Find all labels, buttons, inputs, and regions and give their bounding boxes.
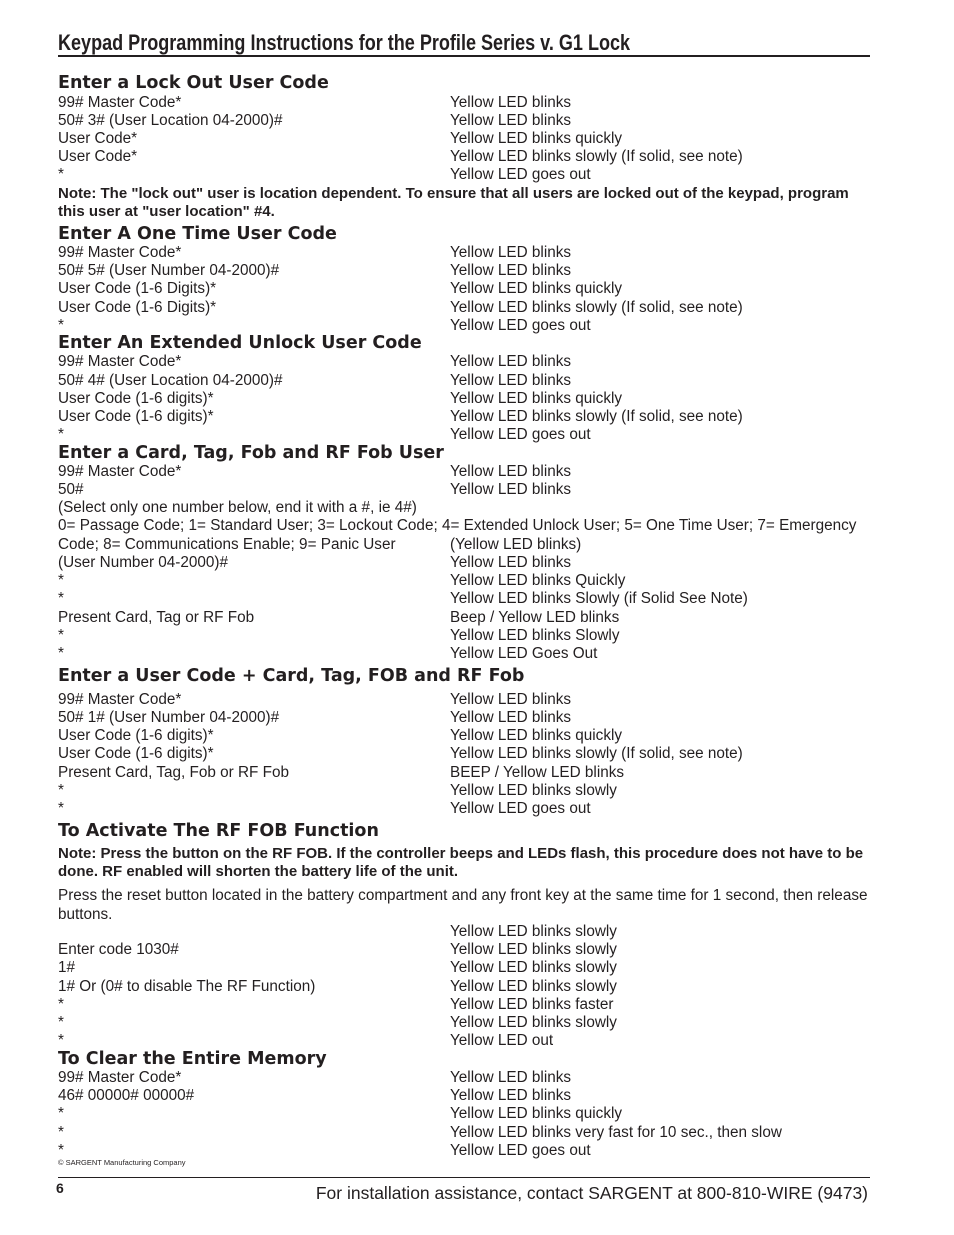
step-instruction: User Code (1-6 digits)* — [58, 745, 214, 762]
step-result: Yellow LED goes out — [450, 317, 591, 334]
step-instruction: * — [58, 166, 64, 183]
step-result: Yellow LED blinks — [450, 372, 572, 389]
step-instruction: * — [58, 572, 64, 589]
step-result: Yellow LED blinks slowly — [450, 782, 617, 799]
step-instruction: User Code (1-6 digits)* — [58, 390, 214, 407]
step-instruction: 1# — [58, 959, 76, 976]
step-instruction: * — [58, 800, 64, 817]
rf-fob-note: Note: Press the button on the RF FOB. If the controller beeps and LEDs flash, this procedure does not have to be done. RF enabled will shorten the battery life of the unit. — [58, 845, 864, 880]
step-instruction: 1# Or (0# to disable The RF Function) — [58, 978, 316, 995]
step-instruction: 99# Master Code* — [58, 244, 182, 261]
step-instruction: 46# 00000# 00000# — [58, 1087, 195, 1104]
step-result: Yellow LED blinks very fast for 10 sec., then slow — [450, 1124, 782, 1141]
step-instruction: User Code (1-6 digits)* — [58, 727, 214, 744]
step-instruction: * — [58, 317, 64, 334]
step-result: Yellow LED blinks slowly — [450, 1014, 617, 1031]
step-instruction: * — [58, 1105, 64, 1122]
step-result: Yellow LED blinks slowly (If solid, see note) — [450, 408, 743, 425]
step-result: Beep / Yellow LED blinks — [450, 609, 620, 626]
section-heading-card-tag-fob: Enter a Card, Tag, Fob and RF Fob User — [58, 443, 444, 463]
step-result: (Yellow LED blinks) — [450, 536, 582, 553]
step-instruction: User Code* — [58, 130, 138, 147]
step-instruction: 99# Master Code* — [58, 691, 182, 708]
step-result: Yellow LED blinks — [450, 112, 572, 129]
step-instruction: * — [58, 627, 64, 644]
step-instruction: 50# 5# (User Number 04-2000)# — [58, 262, 280, 279]
step-result: Yellow LED blinks — [450, 691, 572, 708]
step-instruction: Present Card, Tag or RF Fob — [58, 609, 255, 626]
step-result: Yellow LED goes out — [450, 800, 591, 817]
step-result: Yellow LED blinks — [450, 244, 572, 261]
title-rule — [58, 55, 870, 57]
section-heading-one-time: Enter A One Time User Code — [58, 224, 337, 244]
step-result: Yellow LED goes out — [450, 166, 591, 183]
step-result: Yellow LED blinks Slowly — [450, 627, 620, 644]
step-instruction: 99# Master Code* — [58, 94, 182, 111]
step-instruction: 99# Master Code* — [58, 1069, 182, 1086]
page-title: Keypad Programming Instructions for the Profile Series v. G1 Lock — [58, 30, 631, 55]
page-number: 6 — [56, 1180, 64, 1196]
step-result: Yellow LED blinks slowly — [450, 978, 617, 995]
step-result: Yellow LED blinks slowly (If solid, see note) — [450, 148, 743, 165]
step-instruction: User Code (1-6 Digits)* — [58, 280, 217, 297]
step-result: BEEP / Yellow LED blinks — [450, 764, 625, 781]
section-heading-user-code-card: Enter a User Code + Card, Tag, FOB and RF Fob — [58, 666, 525, 686]
step-instruction: * — [58, 1124, 64, 1141]
step-instruction: Code; 8= Communications Enable; 9= Panic User — [58, 536, 396, 553]
step-result: Yellow LED blinks slowly (If solid, see note) — [450, 299, 743, 316]
step-result: Yellow LED blinks slowly — [450, 923, 617, 940]
section-heading-clear-memory: To Clear the Entire Memory — [58, 1049, 327, 1069]
step-result: Yellow LED blinks — [450, 353, 572, 370]
section-heading-rf-fob: To Activate The RF FOB Function — [58, 821, 379, 841]
step-instruction: * — [58, 590, 64, 607]
step-result: Yellow LED blinks — [450, 1069, 572, 1086]
step-instruction: 50# 3# (User Location 04-2000)# — [58, 112, 283, 129]
step-result: Yellow LED out — [450, 1032, 554, 1049]
step-instruction: 99# Master Code* — [58, 463, 182, 480]
step-result: Yellow LED Goes Out — [450, 645, 598, 662]
step-instruction: 50# — [58, 481, 84, 498]
step-instruction: * — [58, 782, 64, 799]
step-instruction: * — [58, 426, 64, 443]
step-result: Yellow LED blinks — [450, 709, 572, 726]
step-instruction: * — [58, 996, 64, 1013]
step-result: Yellow LED blinks Slowly (if Solid See Note) — [450, 590, 748, 607]
step-result: Yellow LED blinks slowly (If solid, see note) — [450, 745, 743, 762]
step-instruction: * — [58, 645, 64, 662]
step-instruction: 50# 1# (User Number 04-2000)# — [58, 709, 280, 726]
step-result: Yellow LED blinks quickly — [450, 280, 623, 297]
step-instruction: * — [58, 1142, 64, 1159]
step-result: Yellow LED blinks — [450, 1087, 572, 1104]
step-instruction: * — [58, 1014, 64, 1031]
user-type-options: 0= Passage Code; 1= Standard User; 3= Lockout Code; 4= Extended Unlock User; 5= One Time User; 7= Emergency — [58, 517, 857, 534]
footer-rule — [58, 1177, 870, 1178]
step-result: Yellow LED blinks — [450, 94, 572, 111]
step-instruction: 99# Master Code* — [58, 353, 182, 370]
step-result: Yellow LED blinks — [450, 463, 572, 480]
step-instruction: Present Card, Tag, Fob or RF Fob — [58, 764, 289, 781]
section-heading-lock-out: Enter a Lock Out User Code — [58, 73, 329, 93]
step-result: Yellow LED blinks — [450, 262, 572, 279]
step-result: Yellow LED blinks faster — [450, 996, 614, 1013]
lock-out-note: Note: The "lock out" user is location dependent. To ensure that all users are locked out of the keypad, program this user at "user location" #4. — [58, 185, 849, 220]
step-instruction: 50# 4# (User Location 04-2000)# — [58, 372, 283, 389]
step-result: Yellow LED goes out — [450, 1142, 591, 1159]
step-instruction: User Code (1-6 Digits)* — [58, 299, 217, 316]
step-result: Yellow LED blinks — [450, 554, 572, 571]
step-instruction: User Code* — [58, 148, 138, 165]
step-result: Yellow LED blinks slowly — [450, 959, 617, 976]
rf-fob-instructions: Press the reset button located in the battery compartment and any front key at the same time for 1 second, then release buttons. — [58, 887, 868, 923]
step-instruction: User Code (1-6 digits)* — [58, 408, 214, 425]
step-result: Yellow LED blinks Quickly — [450, 572, 626, 589]
copyright-notice: © SARGENT Manufacturing Company — [58, 1158, 186, 1167]
step-result: Yellow LED blinks quickly — [450, 130, 623, 147]
step-instruction: * — [58, 1032, 64, 1049]
step-result: Yellow LED blinks slowly — [450, 941, 617, 958]
step-instruction: (User Number 04-2000)# — [58, 554, 229, 571]
step-result: Yellow LED blinks quickly — [450, 390, 623, 407]
installation-contact: For installation assistance, contact SARGENT at 800-810-WIRE (9473) — [315, 1183, 868, 1203]
section-heading-extended-unlock: Enter An Extended Unlock User Code — [58, 333, 422, 353]
step-instruction: Enter code 1030# — [58, 941, 179, 958]
step-result: Yellow LED blinks quickly — [450, 1105, 623, 1122]
step-result: Yellow LED goes out — [450, 426, 591, 443]
select-instruction: (Select only one number below, end it with a #, ie 4#) — [58, 499, 417, 516]
step-result: Yellow LED blinks quickly — [450, 727, 623, 744]
step-result: Yellow LED blinks — [450, 481, 572, 498]
